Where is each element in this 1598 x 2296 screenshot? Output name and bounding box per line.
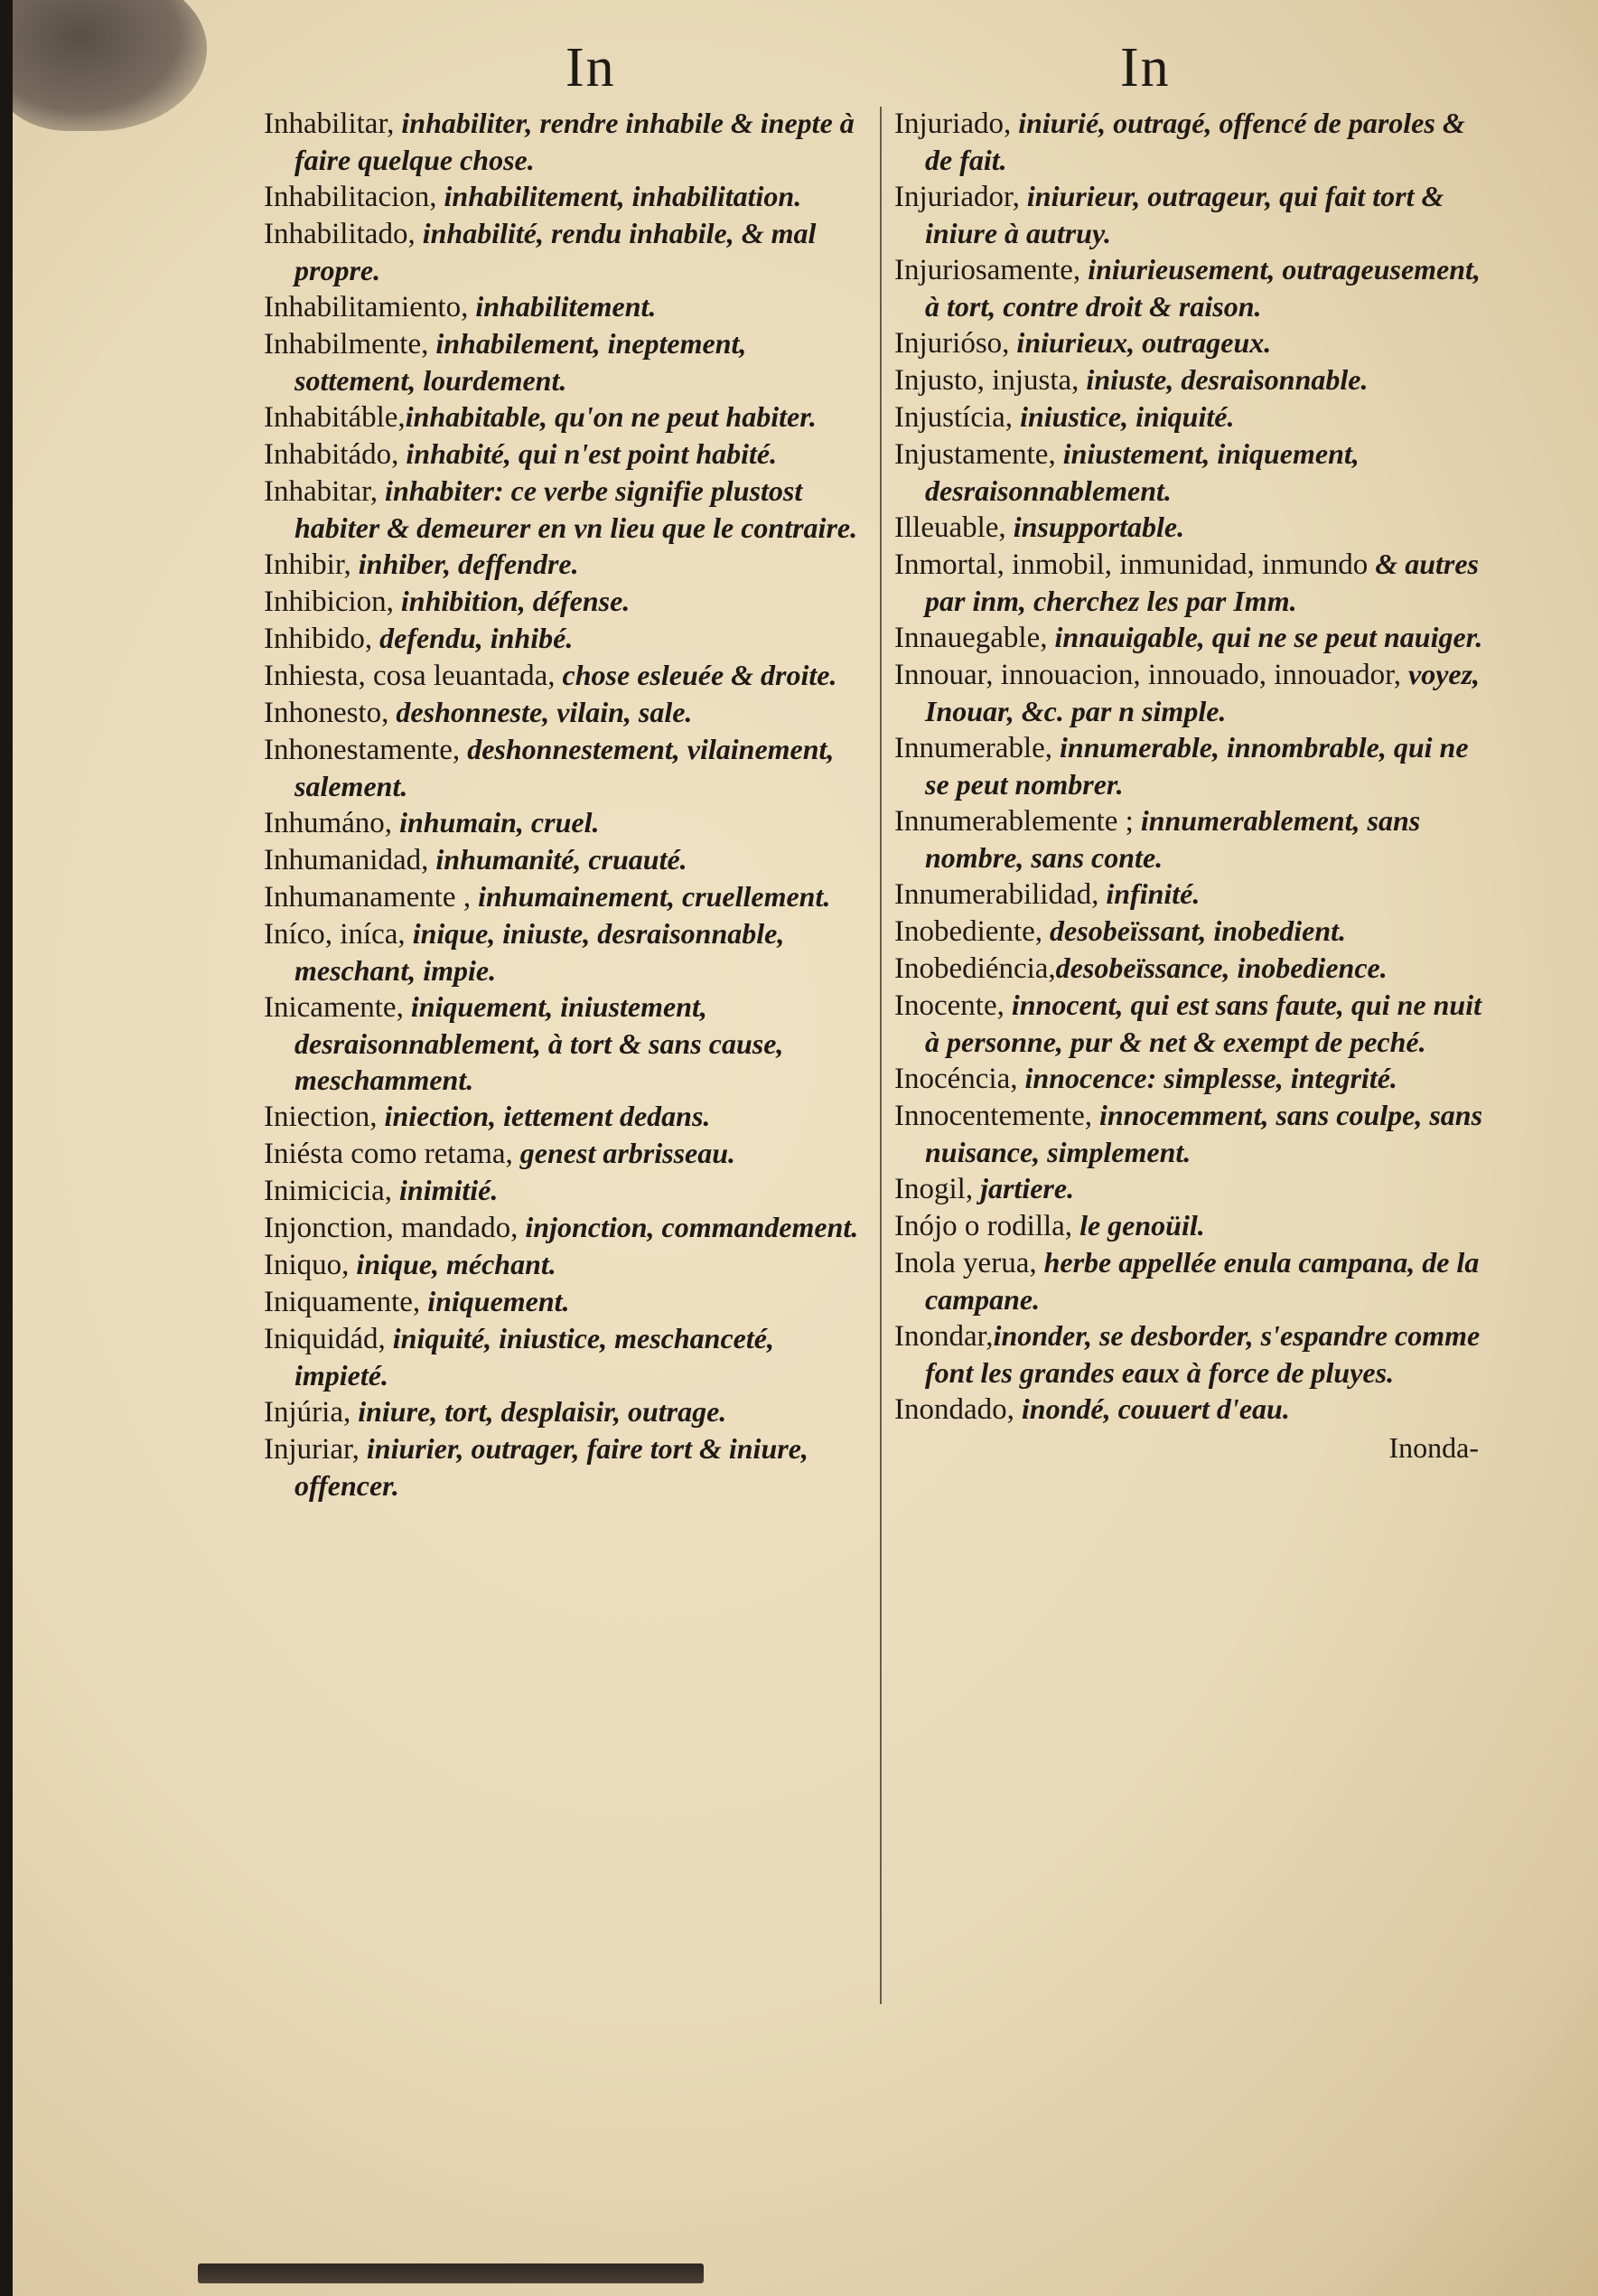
page-edge-shadow bbox=[198, 2263, 704, 2283]
entry-translation: inhabité, qui n'est point habité. bbox=[398, 437, 778, 470]
entry-term: Injuriador, bbox=[894, 181, 1020, 213]
entry-term: Inhabitádo, bbox=[264, 438, 399, 471]
entry-term: Inhibido, bbox=[264, 623, 373, 655]
entry-translation: & autres par inm, cherchez les par Imm. bbox=[925, 548, 1479, 617]
dictionary-entry bbox=[894, 105, 1489, 178]
entry-translation: inhibition, défense. bbox=[393, 585, 631, 617]
entry-term: Iniection, bbox=[264, 1101, 378, 1133]
dictionary-entry bbox=[264, 1209, 864, 1246]
entry-term: Inhabilitado, bbox=[264, 218, 416, 250]
entry-term: Injuriosamente, bbox=[894, 254, 1081, 286]
entry-translation: iniquité, iniustice, meschanceté, impieté. bbox=[294, 1322, 774, 1392]
entry-term: Injusto, injusta, bbox=[894, 364, 1079, 397]
entry-term: Inondado, bbox=[894, 1393, 1014, 1426]
dictionary-entry bbox=[264, 1320, 864, 1393]
entry-term: Inondar, bbox=[894, 1320, 994, 1353]
entry-term: Inhumanamente , bbox=[264, 881, 472, 914]
water-stain bbox=[13, 0, 207, 131]
entry-term: Inhibir, bbox=[264, 548, 351, 581]
entry-term: Injúria, bbox=[264, 1396, 351, 1429]
entry-term: Iniésta como retama, bbox=[264, 1138, 513, 1170]
dictionary-entry bbox=[264, 398, 864, 436]
entry-term: Inhabilmente, bbox=[264, 328, 429, 361]
entry-translation: desobeïssance, inobedience. bbox=[1055, 951, 1388, 984]
dictionary-entry bbox=[894, 324, 1489, 361]
entry-translation: inimitié. bbox=[392, 1174, 499, 1206]
dictionary-entry bbox=[264, 878, 864, 915]
entry-translation: iniquement, iniustement, desraisonnablement, à tort & sans cause, meschamment. bbox=[294, 990, 784, 1096]
entry-translation: injonction, commandement. bbox=[518, 1211, 859, 1243]
dictionary-entry bbox=[264, 1283, 864, 1320]
dictionary-entry bbox=[264, 436, 864, 473]
entry-translation: innocent, qui est sans faute, qui ne nuit à personne, pur & net & exempt de peché. bbox=[925, 989, 1481, 1058]
entry-term: Injustamente, bbox=[894, 438, 1056, 471]
entry-translation: jartiere. bbox=[973, 1172, 1075, 1204]
entry-term: Iníco, iníca, bbox=[264, 918, 406, 951]
entry-term: Innumerabilidad, bbox=[894, 878, 1099, 911]
entry-term: Inmortal, inmobil, inmunidad, inmundo bbox=[894, 548, 1369, 581]
dictionary-entry bbox=[264, 105, 864, 178]
entry-term: Inhonesto, bbox=[264, 697, 389, 729]
entry-translation: chose esleuée & droite. bbox=[555, 659, 837, 691]
entry-translation: innocence: simplesse, integrité. bbox=[1017, 1062, 1397, 1094]
dictionary-entry bbox=[894, 656, 1489, 729]
dictionary-entry bbox=[264, 215, 864, 288]
dictionary-entry bbox=[894, 398, 1489, 436]
entry-translation: inique, iniuste, desraisonnable, meschant, impie. bbox=[294, 917, 785, 987]
entry-term: Inimicicia, bbox=[264, 1175, 393, 1207]
entry-term: Inocéncia, bbox=[894, 1063, 1018, 1095]
entry-translation: inhumanité, cruauté. bbox=[428, 843, 687, 876]
dictionary-entry bbox=[264, 620, 864, 657]
entry-term: Inobediéncia, bbox=[894, 952, 1056, 985]
entry-translation: herbe appellée enula campana, de la campane. bbox=[925, 1246, 1480, 1316]
entry-translation: innauigable, qui ne se peut nauiger. bbox=[1047, 621, 1483, 653]
dictionary-entry bbox=[894, 178, 1489, 251]
entry-term: Inhabilitamiento, bbox=[264, 291, 469, 323]
dictionary-entry bbox=[894, 546, 1489, 619]
entry-term: Inhibicion, bbox=[264, 586, 394, 618]
dictionary-entry bbox=[264, 1135, 864, 1172]
entry-translation: iniurieur, outrageur, qui fait tort & iniure à autruy. bbox=[925, 180, 1444, 249]
entry-translation: innocemment, sans coulpe, sans nuisance, simplement. bbox=[925, 1099, 1483, 1168]
entry-translation: inhumain, cruel. bbox=[392, 806, 600, 839]
dictionary-entry bbox=[264, 657, 864, 694]
entry-term: Iniquo, bbox=[264, 1249, 350, 1281]
entry-term: Inhumáno, bbox=[264, 807, 393, 839]
entry-term: Injustícia, bbox=[894, 401, 1014, 434]
entry-term: Illeuable, bbox=[894, 511, 1006, 544]
dictionary-entry bbox=[264, 989, 864, 1098]
catchword: Inonda- bbox=[1388, 1431, 1479, 1464]
dictionary-entry bbox=[264, 178, 864, 215]
entry-translation: iniuste, desraisonnable. bbox=[1079, 363, 1369, 396]
entry-term: Injuriar, bbox=[264, 1433, 360, 1466]
entry-translation: inhabilitement, inhabilitation. bbox=[436, 180, 802, 212]
entry-translation: inhabitable, qu'on ne peut habiter. bbox=[405, 400, 817, 433]
dictionary-entry bbox=[894, 436, 1489, 509]
entry-translation: iniection, iettement dedans. bbox=[377, 1100, 711, 1132]
dictionary-entry bbox=[264, 473, 864, 546]
dictionary-entry bbox=[264, 1393, 864, 1430]
entry-translation: deshonnestement, vilainement, salement. bbox=[294, 733, 835, 802]
entry-term: Inocente, bbox=[894, 989, 1005, 1022]
entry-translation: le genoüil. bbox=[1072, 1209, 1205, 1242]
dictionary-entry bbox=[894, 950, 1489, 987]
entry-term: Inhumanidad, bbox=[264, 844, 429, 876]
entry-term: Innocentemente, bbox=[894, 1100, 1092, 1132]
entry-translation: iniurier, outrager, faire tort & iniure, offencer. bbox=[294, 1432, 808, 1502]
entry-term: Inogil, bbox=[894, 1173, 974, 1205]
entry-translation: iniustice, iniquité. bbox=[1013, 400, 1235, 433]
dictionary-entry bbox=[264, 583, 864, 620]
entry-term: Inhiesta, cosa leuantada, bbox=[264, 660, 556, 692]
entry-term: Iniquidád, bbox=[264, 1323, 386, 1355]
entry-translation: inhabilité, rendu inhabile, & mal propre. bbox=[294, 217, 817, 286]
dictionary-page bbox=[13, 0, 1598, 2296]
dictionary-entry bbox=[264, 325, 864, 398]
dictionary-entry bbox=[894, 361, 1489, 398]
dictionary-entry bbox=[264, 915, 864, 989]
dictionary-entry bbox=[894, 1207, 1489, 1244]
entry-translation: iniure, tort, desplaisir, outrage. bbox=[350, 1395, 727, 1428]
dictionary-entry bbox=[264, 1098, 864, 1135]
entry-term: Inobediente, bbox=[894, 915, 1043, 948]
entry-term: Inójo o rodilla, bbox=[894, 1210, 1073, 1242]
entry-translation: iniquement. bbox=[420, 1285, 570, 1317]
entry-translation: inondé, couuert d'eau. bbox=[1014, 1392, 1290, 1425]
entry-translation: desobeïssant, inobedient. bbox=[1042, 914, 1347, 947]
dictionary-entry bbox=[894, 987, 1489, 1060]
running-head-right: In bbox=[1120, 37, 1171, 98]
dictionary-entry bbox=[894, 1097, 1489, 1170]
entry-translation: innumerable, innombrable, qui ne se peut nombrer. bbox=[925, 731, 1469, 801]
entry-translation: inhabiliter, rendre inhabile & inepte à faire quelque chose. bbox=[294, 107, 855, 176]
entry-translation: iniurieux, outrageux. bbox=[1009, 326, 1272, 359]
entry-term: Inhabilitacion, bbox=[264, 181, 437, 213]
entry-translation: infinité. bbox=[1098, 877, 1201, 910]
entry-term: Innumerablemente ; bbox=[894, 805, 1134, 838]
entry-term: Inhabitar, bbox=[264, 475, 378, 508]
dictionary-entry bbox=[264, 1430, 864, 1504]
dictionary-entry bbox=[264, 546, 864, 583]
entry-translation: defendu, inhibé. bbox=[372, 622, 574, 654]
entry-term: Innouar, innouacion, innouado, innouador, bbox=[894, 659, 1401, 691]
entry-term: Injonction, mandado, bbox=[264, 1212, 519, 1244]
entry-translation: deshonneste, vilain, sale. bbox=[388, 696, 693, 728]
entry-term: Injurióso, bbox=[894, 327, 1010, 360]
entry-translation: iniustement, iniquement, desraisonnablement. bbox=[925, 437, 1360, 507]
entry-term: Inhabitáble, bbox=[264, 401, 406, 434]
entry-translation: genest arbrisseau. bbox=[512, 1137, 736, 1169]
dictionary-entry bbox=[894, 1170, 1489, 1207]
dictionary-entry bbox=[894, 1244, 1489, 1317]
entry-term: Iniquamente, bbox=[264, 1286, 421, 1318]
entry-translation: inhabiter: ce verbe signifie plustost habiter & demeurer en vn lieu que le contraire. bbox=[294, 474, 858, 544]
dictionary-entry bbox=[264, 804, 864, 841]
entry-translation: inique, méchant. bbox=[349, 1248, 556, 1280]
dictionary-entry bbox=[894, 913, 1489, 950]
entry-term: Inhabilitar, bbox=[264, 108, 395, 140]
dictionary-entry bbox=[894, 509, 1489, 546]
dictionary-entry bbox=[894, 876, 1489, 913]
dictionary-entry bbox=[264, 694, 864, 731]
dictionary-entry bbox=[894, 1317, 1489, 1391]
dictionary-entry bbox=[264, 731, 864, 804]
dictionary-entry bbox=[894, 251, 1489, 324]
dictionary-entry bbox=[264, 1172, 864, 1209]
right-column bbox=[894, 105, 1489, 1428]
dictionary-entry bbox=[894, 802, 1489, 876]
entry-translation: inhumainement, cruellement. bbox=[471, 880, 831, 913]
entry-term: Injuriado, bbox=[894, 108, 1012, 140]
column-rule bbox=[880, 107, 882, 2004]
entry-term: Innumerable, bbox=[894, 732, 1053, 764]
dictionary-entry bbox=[264, 841, 864, 878]
entry-translation: iniurieusement, outrageusement, à tort, contre droit & raison. bbox=[925, 253, 1481, 323]
entry-translation: inhiber, deffendre. bbox=[350, 548, 579, 580]
entry-translation: inonder, se desborder, s'espandre comme font les grandes eaux à force de pluyes. bbox=[925, 1319, 1481, 1389]
entry-translation: innumerablement, sans nombre, sans conte. bbox=[925, 804, 1421, 874]
left-column bbox=[264, 105, 864, 1504]
entry-term: Inola yerua, bbox=[894, 1247, 1037, 1279]
entry-term: Innauegable, bbox=[894, 622, 1048, 654]
entry-translation: iniurié, outragé, offencé de paroles & de fait. bbox=[925, 107, 1465, 176]
dictionary-entry bbox=[264, 1246, 864, 1283]
entry-term: Inicamente, bbox=[264, 991, 404, 1024]
dictionary-entry bbox=[894, 1391, 1489, 1428]
entry-term: Inhonestamente, bbox=[264, 734, 461, 766]
dictionary-entry bbox=[264, 288, 864, 325]
entry-translation: inhabilement, ineptement, sottement, lourdement. bbox=[294, 327, 747, 397]
entry-translation: inhabilitement. bbox=[468, 290, 657, 323]
dictionary-entry bbox=[894, 619, 1489, 656]
dictionary-entry bbox=[894, 1060, 1489, 1097]
entry-translation: voyez, Inouar, &c. par n simple. bbox=[925, 658, 1481, 727]
entry-translation: insupportable. bbox=[1005, 511, 1185, 543]
dictionary-entry bbox=[894, 729, 1489, 802]
running-head-left: In bbox=[565, 37, 616, 98]
